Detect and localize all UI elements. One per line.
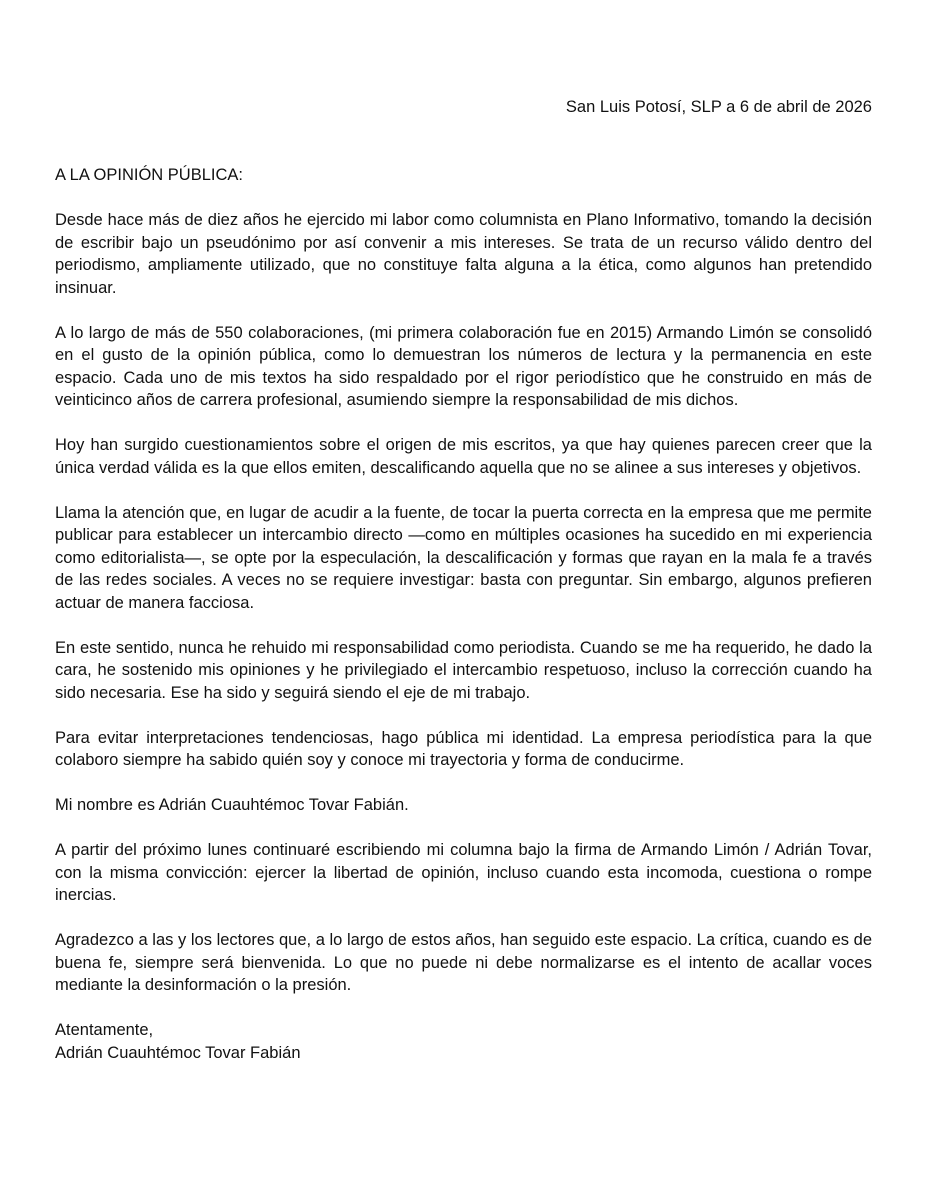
paragraph-identity: Para evitar interpretaciones tendenciosas, hago pública mi identidad. La empresa periodística para la que colaboro siempre ha sabido quién soy y conoce mi trayectoria y forma de conducirme. (55, 728, 872, 769)
date-line: San Luis Potosí, SLP a 6 de abril de 2026 (565, 98, 872, 116)
salutation: A LA OPINIÓN PÚBLICA: (55, 165, 243, 184)
paragraph-thanks: Agradezco a las y los lectores que, a lo largo de estos años, han seguido este espacio. La crítica, cuando es de buena fe, siempre será bienvenida. Lo que no puede ni debe normalizarse es el intento de acallar voces mediante la desinformación o la presión. (55, 931, 872, 994)
paragraph-next-monday: A partir del próximo lunes continuaré escribiendo mi columna bajo la firma de Armando Limón / Adrián Tovar, con la misma convicción: ejercer la libertad de opinión, incluso cuando esta incomoda, cuestiona o rompe inercias. (55, 841, 872, 904)
paragraph-questions: Hoy han surgido cuestionamientos sobre el origen de mis escritos, ya que hay quienes parecen creer que la única verdad válida es la que ellos emiten, descalificando aquella que no se alinee a sus intereses y objetivos. (55, 436, 872, 477)
paragraph-collaborations: A lo largo de más de 550 colaboraciones, (mi primera colaboración fue en 2015) Armando Limón se consolidó en el gusto de la opinión pública, como lo demuestran los números de lectura y la permanencia en este espacio. Cada uno de mis textos ha sido respaldado por el rigor periodístico que he construido en más de veinticinco años de carrera profesional, asumiendo siempre la responsabilidad de mis dichos. (55, 323, 872, 409)
letter-body (55, 96, 872, 1064)
paragraph-pseudonym: Desde hace más de diez años he ejercido mi labor como columnista en Plano Informativo, tomando la decisión de escribir bajo un pseudónimo por así convenir a mis intereses. Se trata de un recurso válido dentro del periodismo, ampliamente utilizado, que no constituye falta alguna a la ética, como algunos han pretendido insinuar. (55, 211, 872, 297)
paragraph-name: Mi nombre es Adrián Cuauhtémoc Tovar Fabián. (55, 796, 409, 814)
closing: Atentamente, (55, 1021, 154, 1039)
paragraph-responsibility: En este sentido, nunca he rehuido mi responsabilidad como periodista. Cuando se me ha requerido, he dado la cara, he sostenido mis opiniones y he privilegiado el intercambio respetuoso, incluso la corrección cuando ha sido necesaria. Ese ha sido y seguirá siendo el eje de mi trabajo. (55, 638, 872, 702)
signature-name: Adrián Cuauhtémoc Tovar Fabián (55, 1043, 301, 1062)
paragraph-speculation: Llama la atención que, en lugar de acudir a la fuente, de tocar la puerta correcta en la empresa que me permite publicar para establecer un intercambio directo —como en múltiples ocasiones ha sucedido en mi experiencia como editorialista—, se opte por la especulación, la descalificación y formas que rayan en la mala fe a través de las redes sociales. A veces no se requiere investigar: basta con preguntar. Sin embargo, algunos prefieren actuar de manera facciosa. (55, 503, 872, 612)
